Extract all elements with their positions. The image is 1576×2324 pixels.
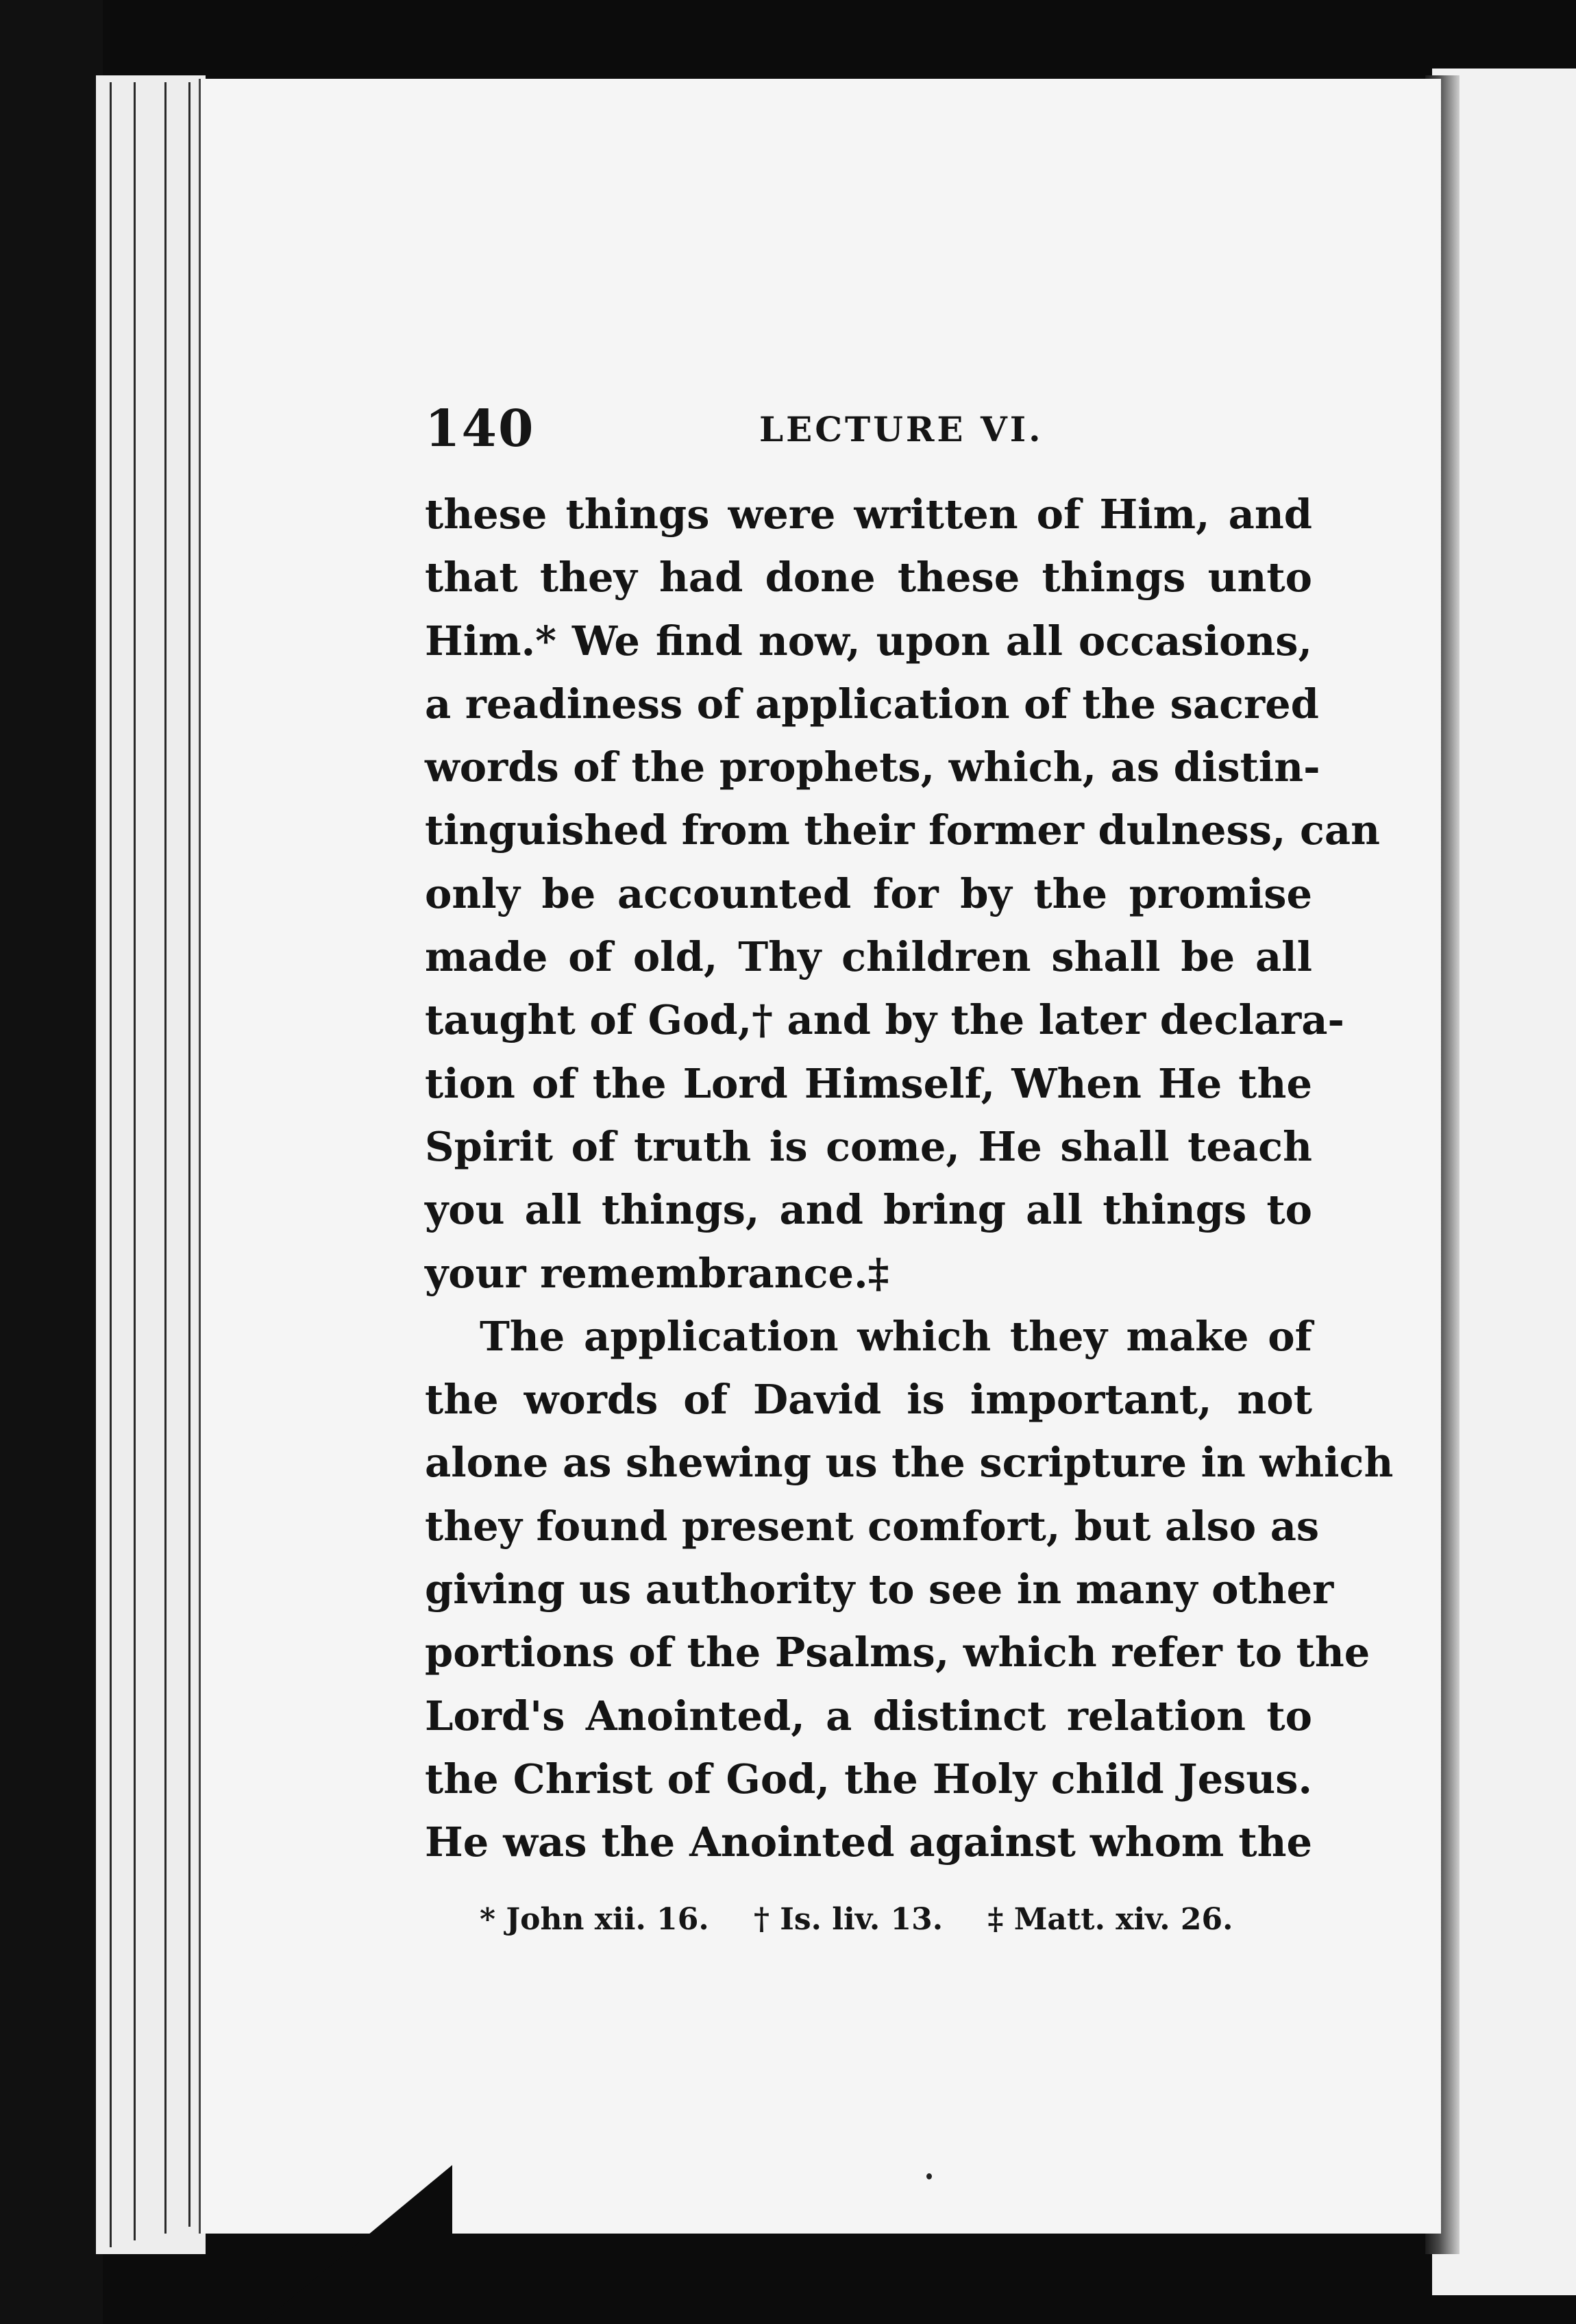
text-line: words of the prophets, which, as distin- bbox=[425, 743, 1320, 791]
text-line: the words of David is important, not bbox=[425, 1376, 1312, 1424]
footnote: * John xii. 16. bbox=[480, 1902, 709, 1937]
page-header bbox=[425, 399, 1309, 461]
page-edge-line bbox=[164, 82, 167, 2234]
text-line: tinguished from their former dulness, can bbox=[425, 806, 1381, 854]
text-line: that they had done these things unto bbox=[425, 554, 1312, 602]
text-line: made of old, Thy children shall be all bbox=[425, 933, 1312, 981]
footnote: ‡ Matt. xiv. 26. bbox=[987, 1902, 1233, 1937]
ink-speck bbox=[926, 2173, 932, 2179]
text-line: He was the Anointed against whom the bbox=[425, 1818, 1312, 1866]
text-line: only be accounted for by the promise bbox=[425, 869, 1312, 917]
page-edge-line bbox=[110, 82, 112, 2247]
text-line: alone as shewing us the scripture in which bbox=[425, 1439, 1394, 1487]
text-line: they found present comfort, but also as bbox=[425, 1502, 1320, 1550]
text-line: the Christ of God, the Holy child Jesus. bbox=[425, 1755, 1312, 1803]
text-line: a readiness of application of the sacred bbox=[425, 680, 1319, 728]
body-text bbox=[425, 483, 1394, 1875]
text-line: portions of the Psalms, which refer to the bbox=[425, 1629, 1370, 1677]
running-head: LECTURE VI. bbox=[759, 409, 1044, 449]
text-line: you all things, and bring all things to bbox=[425, 1186, 1312, 1234]
scan-background bbox=[0, 0, 103, 2324]
text-line: Lord's Anointed, a distinct relation to bbox=[425, 1692, 1312, 1740]
page-corner-shadow bbox=[260, 2165, 452, 2324]
text-line: giving us authority to see in many other bbox=[425, 1566, 1334, 1614]
text-line: taught of God,† and by the later declara- bbox=[425, 996, 1344, 1044]
page-edge-line bbox=[188, 82, 190, 2227]
text-line: Him.* We find now, upon all occasions, bbox=[425, 617, 1312, 665]
footnote: † Is. liv. 13. bbox=[753, 1902, 944, 1937]
text-line: your remembrance.‡ bbox=[425, 1249, 889, 1297]
text-line: these things were written of Him, and bbox=[425, 491, 1312, 538]
text-line: The application which they make of bbox=[480, 1312, 1312, 1360]
footnotes bbox=[480, 1902, 1302, 1937]
text-line: tion of the Lord Himself, When He the bbox=[425, 1059, 1312, 1107]
page-edge-line bbox=[134, 82, 136, 2240]
text-line: Spirit of truth is come, He shall teach bbox=[425, 1122, 1312, 1170]
page-number: 140 bbox=[425, 399, 535, 458]
